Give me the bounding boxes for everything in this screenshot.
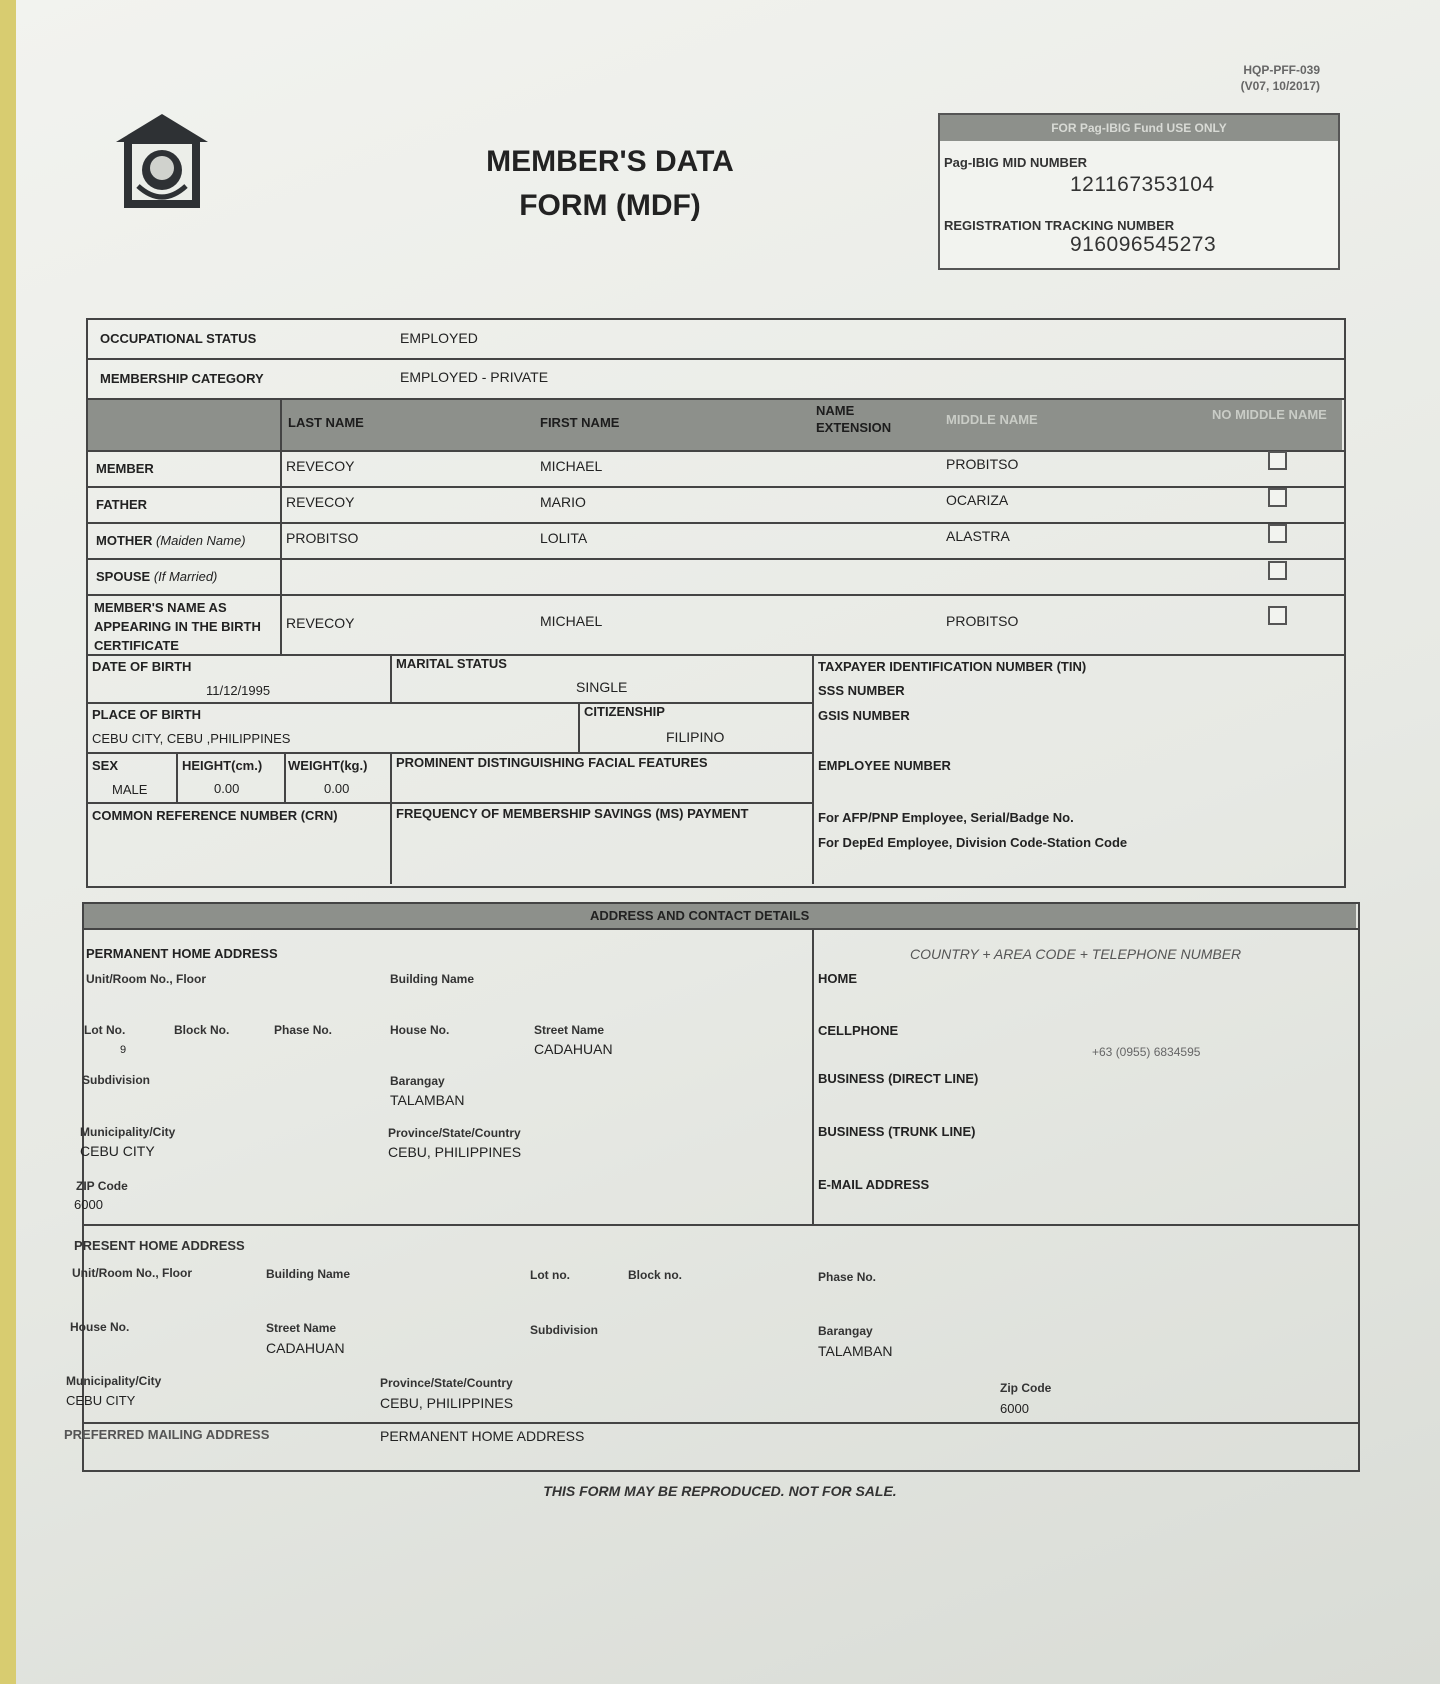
pres-lot-label: Lot no. [530, 1268, 570, 1282]
employee-number-label: EMPLOYEE NUMBER [818, 758, 951, 773]
birth-cert-label-line-1: MEMBER'S NAME AS [94, 600, 227, 615]
perm-province-value: CEBU, PHILIPPINES [388, 1144, 522, 1160]
pres-zip-value: 6000 [1000, 1401, 1029, 1416]
business-trunk-line-label: BUSINESS (TRUNK LINE) [818, 1124, 976, 1139]
pres-building-label: Building Name [266, 1267, 351, 1281]
perm-street-value: CADAHUAN [534, 1041, 613, 1057]
pres-city-value: CEBU CITY [66, 1393, 136, 1408]
mother-last-name: PROBITSO [286, 530, 359, 546]
pres-barangay-label: Barangay [818, 1324, 873, 1338]
birth-cert-last-name: REVECOY [286, 615, 355, 631]
perm-province-label: Province/State/Country [388, 1126, 521, 1140]
form-title [360, 140, 860, 228]
pres-street-value: CADAHUAN [266, 1340, 345, 1356]
pres-street-label: Street Name [266, 1321, 337, 1335]
pres-unit-label: Unit/Room No., Floor [72, 1266, 192, 1280]
form-code-number: HQP-PFF-039 [1243, 63, 1320, 77]
birth-cert-first-name: MICHAEL [540, 613, 603, 629]
spouse-label-text: SPOUSE [96, 569, 151, 584]
citizenship-value: FILIPINO [666, 729, 725, 745]
afp-pnp-serial-label: For AFP/PNP Employee, Serial/Badge No. [818, 810, 1074, 825]
form-code [1241, 62, 1320, 94]
perm-zip-label: ZIP Code [76, 1179, 128, 1193]
pres-house-label: House No. [70, 1320, 130, 1334]
father-row-label: FATHER [96, 497, 148, 512]
facial-features-label: PROMINENT DISTINGUISHING FACIAL FEATURES [396, 755, 708, 770]
mother-middle-name: ALASTRA [946, 528, 1010, 544]
address-section-title: ADDRESS AND CONTACT DETAILS [590, 908, 810, 923]
membership-category-value: EMPLOYED - PRIVATE [400, 369, 549, 385]
perm-house-label: House No. [390, 1023, 450, 1037]
spouse-no-middle-checkbox[interactable] [1268, 561, 1287, 580]
birth-cert-middle-name: PROBITSO [946, 613, 1019, 629]
weight-label: WEIGHT(kg.) [288, 758, 368, 773]
cellphone-value: +63 (0955) 6834595 [1092, 1045, 1201, 1059]
mother-row-label [96, 533, 246, 548]
father-middle-name: OCARIZA [946, 492, 1009, 508]
perm-block-label: Block No. [174, 1023, 230, 1037]
perm-subdivision-label: Subdivision [82, 1073, 151, 1087]
reproduction-note: THIS FORM MAY BE REPRODUCED. NOT FOR SALE. [543, 1483, 897, 1499]
birth-cert-label-line-3: CERTIFICATE [94, 638, 179, 653]
permanent-address-title: PERMANENT HOME ADDRESS [86, 946, 278, 961]
place-of-birth-label: PLACE OF BIRTH [92, 707, 202, 722]
member-first-name: MICHAEL [540, 458, 603, 474]
pres-city-label: Municipality/City [66, 1374, 162, 1388]
names-header-bar [88, 398, 1342, 450]
title-line-2: FORM (MDF) [519, 189, 701, 222]
perm-unit-label: Unit/Room No., Floor [86, 972, 206, 986]
pres-province-value: CEBU, PHILIPPINES [380, 1395, 514, 1411]
perm-building-label: Building Name [390, 972, 475, 986]
pres-province-label: Province/State/Country [380, 1376, 513, 1390]
weight-value: 0.00 [324, 781, 350, 796]
title-line-1: MEMBER'S DATA [486, 145, 734, 178]
perm-barangay-value: TALAMBAN [390, 1092, 465, 1108]
father-last-name: REVECOY [286, 494, 355, 510]
occupational-status-label: OCCUPATIONAL STATUS [100, 331, 257, 346]
mother-first-name: LOLITA [540, 530, 588, 546]
col-name-extension-line-1: NAME [816, 403, 855, 418]
perm-city-value: CEBU CITY [80, 1143, 155, 1159]
preferred-mailing-label: PREFERRED MAILING ADDRESS [64, 1427, 270, 1442]
rtn-value: 916096545273 [1070, 233, 1217, 256]
birth-cert-no-middle-checkbox[interactable] [1268, 606, 1287, 625]
preferred-mailing-value: PERMANENT HOME ADDRESS [380, 1428, 585, 1444]
height-value: 0.00 [214, 781, 240, 796]
contact-number-format-header: COUNTRY + AREA CODE + TELEPHONE NUMBER [910, 946, 1242, 962]
perm-street-label: Street Name [534, 1023, 605, 1037]
mid-number-value: 121167353104 [1070, 173, 1215, 196]
birth-cert-label-line-2: APPEARING IN THE BIRTH [94, 619, 261, 634]
mother-no-middle-checkbox[interactable] [1268, 524, 1287, 543]
spouse-label-note: (If Married) [153, 569, 218, 584]
business-direct-line-label: BUSINESS (DIRECT LINE) [818, 1071, 979, 1086]
email-address-label: E-MAIL ADDRESS [818, 1177, 930, 1192]
deped-division-code-label: For DepEd Employee, Division Code-Station Code [818, 835, 1128, 850]
col-middle-name: MIDDLE NAME [946, 412, 1038, 427]
home-phone-label: HOME [818, 971, 857, 986]
pres-phase-label: Phase No. [818, 1270, 877, 1284]
ms-payment-frequency-label: FREQUENCY OF MEMBERSHIP SAVINGS (MS) PAYMENT [396, 806, 749, 821]
pres-subdivision-label: Subdivision [530, 1323, 599, 1337]
perm-phase-label: Phase No. [274, 1023, 333, 1037]
sex-label: SEX [92, 758, 119, 773]
membership-category-label: MEMBERSHIP CATEGORY [100, 371, 264, 386]
col-name-extension [816, 402, 891, 436]
perm-barangay-label: Barangay [390, 1074, 445, 1088]
fund-use-box [938, 113, 1340, 270]
perm-zip-value: 6000 [74, 1197, 103, 1212]
father-first-name: MARIO [540, 494, 586, 510]
mother-label-text: MOTHER [96, 533, 153, 548]
form-version: (V07, 10/2017) [1240, 79, 1320, 93]
date-of-birth-value: 11/12/1995 [206, 683, 271, 698]
citizenship-label: CITIZENSHIP [584, 704, 665, 719]
birth-cert-name-label [94, 598, 261, 655]
date-of-birth-label: DATE OF BIRTH [92, 659, 192, 674]
perm-city-label: Municipality/City [80, 1125, 176, 1139]
occupational-status-value: EMPLOYED [400, 330, 478, 346]
gsis-number-label: GSIS NUMBER [818, 708, 910, 723]
sss-number-label: SSS NUMBER [818, 683, 905, 698]
height-label: HEIGHT(cm.) [182, 758, 263, 773]
father-no-middle-checkbox[interactable] [1268, 488, 1287, 507]
member-no-middle-checkbox[interactable] [1268, 451, 1287, 470]
mid-number-label: Pag-IBIG MID NUMBER [944, 155, 1087, 170]
pres-zip-label: Zip Code [1000, 1381, 1052, 1395]
place-of-birth-value: CEBU CITY, CEBU ,PHILIPPINES [92, 731, 291, 746]
cellphone-label: CELLPHONE [818, 1023, 899, 1038]
col-first-name: FIRST NAME [540, 415, 620, 430]
mother-label-note: (Maiden Name) [155, 533, 246, 548]
present-address-title: PRESENT HOME ADDRESS [74, 1238, 245, 1253]
rtn-label: REGISTRATION TRACKING NUMBER [944, 218, 1175, 233]
crn-label: COMMON REFERENCE NUMBER (CRN) [92, 808, 338, 823]
spouse-row-label [96, 569, 217, 584]
pres-barangay-value: TALAMBAN [818, 1343, 893, 1359]
col-name-extension-line-2: EXTENSION [816, 420, 892, 435]
member-middle-name: PROBITSO [946, 456, 1019, 472]
col-last-name: LAST NAME [288, 415, 364, 430]
marital-status-value: SINGLE [576, 679, 628, 695]
member-row-label: MEMBER [96, 461, 154, 476]
col-no-middle-name: NO MIDDLE NAME [1212, 407, 1327, 422]
marital-status-label: MARITAL STATUS [396, 656, 507, 671]
perm-lot-label: Lot No. [84, 1023, 126, 1037]
perm-lot-value: 9 [120, 1044, 127, 1056]
sex-value: MALE [112, 782, 148, 797]
tin-label: TAXPAYER IDENTIFICATION NUMBER (TIN) [818, 659, 1087, 674]
pagibig-logo-icon [114, 112, 210, 212]
member-last-name: REVECOY [286, 458, 355, 474]
address-contact-section [82, 902, 1360, 1472]
fund-use-heading: FOR Pag-IBIG Fund USE ONLY [940, 115, 1338, 141]
pres-block-label: Block no. [628, 1268, 683, 1282]
paper-edge [0, 0, 16, 1684]
